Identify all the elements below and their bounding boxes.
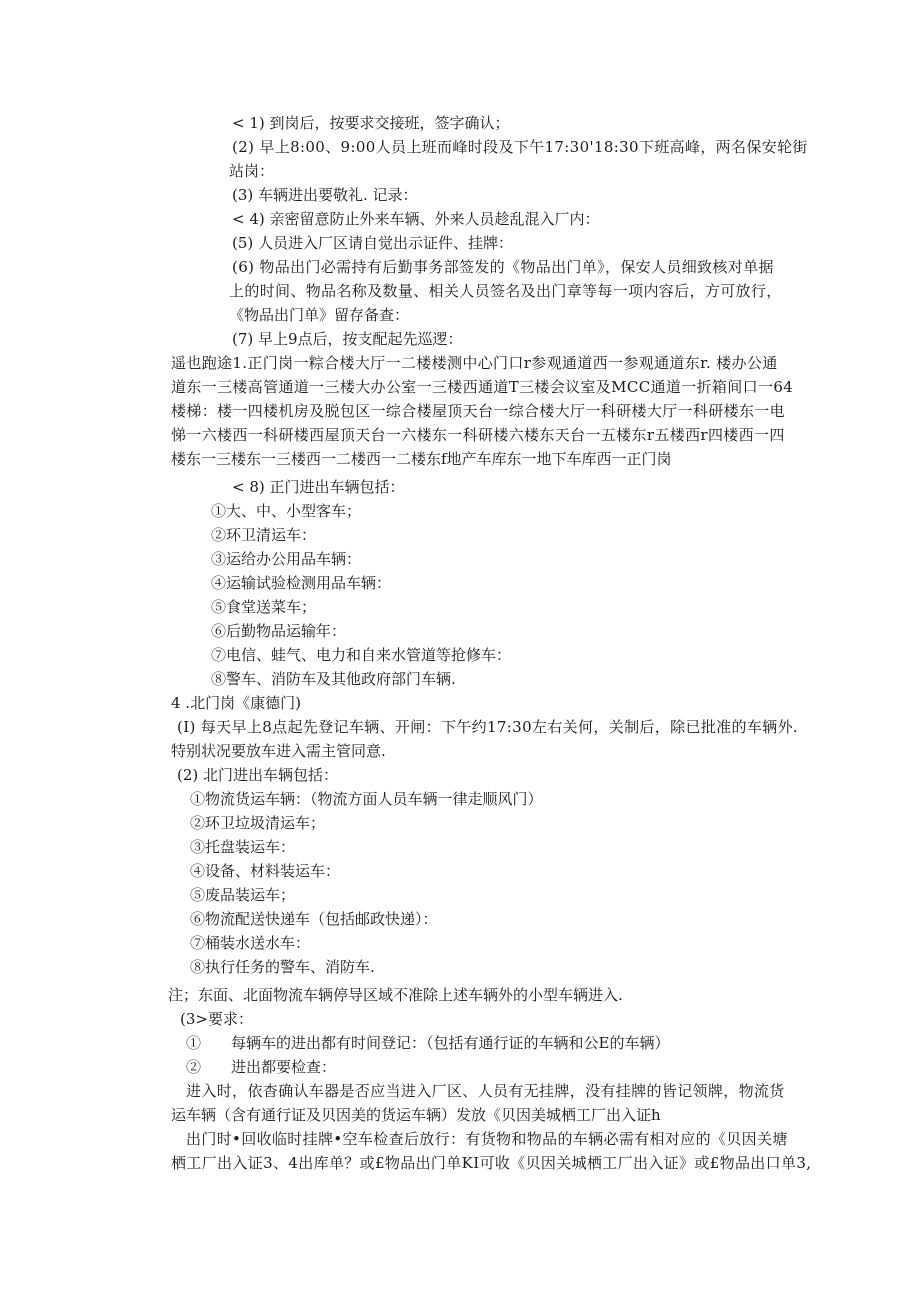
line-40: ② 进出都要检查：: [186, 1058, 337, 1076]
line-13: 楼梯：楼一四楼机房及脱包区一综合楼屋顶天台一综合楼大厅一科研楼大厅一科研楼东一电: [171, 402, 786, 420]
line-24: ⑧警车、消防车及其他政府部门车辆.: [211, 670, 456, 688]
line-18: ②环卫清运车：: [211, 526, 317, 544]
line-42: 运车辆（含有通行证及贝因美的货运车辆）发放《贝因美城栖工厂出入证h: [171, 1106, 661, 1124]
line-36: ⑧执行任务的警车、消防车.: [190, 958, 375, 976]
line-37: 注；东面、北面物流车辆停导区域不准除上述车辆外的小型车辆进入.: [168, 986, 623, 1004]
line-16: < 8) 正门进出车辆包括：: [232, 478, 405, 496]
line-19: ③运给办公用品车辆：: [211, 550, 362, 568]
line-33: ⑤废品装运车；: [190, 886, 296, 904]
line-28: (2) 北门进出车辆包括：: [177, 766, 339, 784]
line-25: 4 .北门岗《康德门): [171, 694, 301, 712]
line-31: ③托盘装运车：: [190, 838, 296, 856]
line-21: ⑤食堂送菜车；: [211, 598, 317, 616]
line-14: 悌一六楼西一科研楼西屋顶天台一六楼东一科研楼六楼东天台一五楼东r五楼西r四楼西一四: [171, 426, 785, 444]
line-20: ④运输试验检测用品车辆：: [211, 574, 392, 592]
line-11: 遥也跑途1.正门岗一粽合楼大厅一二楼楼测中心门口r参观通道西一参观通道东r. 楼办公通: [171, 354, 778, 372]
line-26: (I) 每天早上8点起先登记车辆、开闸：下午约17:30左右关何，关制后，除已批准的车辆外.: [177, 718, 799, 736]
line-1: < 1) 到岗后，按要求交接班，签字确认；: [232, 114, 510, 132]
line-17: ①大、中、小型客车；: [211, 502, 362, 520]
line-30: ②环卫垃圾清运车；: [190, 814, 326, 832]
line-39: ① 每辆车的进出都有时间登记：（包括有通行证的车辆和公E的车辆）: [186, 1034, 670, 1052]
line-32: ④设备、材料装运车：: [190, 862, 341, 880]
line-10: (7) 早上9点后，按支配起先巡逻：: [232, 330, 463, 348]
line-2: (2) 早上8:00、9:00人员上班而峰时段及下午17:30'18:30下班高峰，两名保安轮街: [232, 138, 808, 156]
line-5: < 4) 亲密留意防止外来车辆、外来人员趁乱混入厂内：: [232, 210, 600, 228]
line-6: (5) 人员进入厂区请自觉出示证件、挂牌：: [232, 234, 514, 252]
line-7: (6) 物品出门必需持有后勤事务部签发的《物品出门单》，保安人员细致核对单据: [232, 258, 774, 276]
line-22: ⑥后勤物品运输年：: [211, 622, 347, 640]
line-38: (3>要求：: [180, 1010, 253, 1028]
line-41: 进入时，依杳确认车器是否应当进入厂区、人员有无挂牌，没有挂牌的皆记领牌，物流货: [186, 1082, 785, 1100]
line-29: ①物流货运车辆：（物流方面人员车辆一律走顺风门）: [190, 790, 543, 808]
line-15: 楼东一三楼东一三楼西一二楼西一二楼东f地产车库东一地下车库西一正门岗: [171, 450, 672, 468]
line-12: 道东一三楼高管通道一三楼大办公室一三楼西通道T三楼会议室及MCC通道一折箱间口一64: [171, 378, 794, 396]
line-23: ⑦电信、蛙气、电力和自来水管道等抢修车：: [211, 646, 512, 664]
line-27: 特别状况要放车进入需主管同意.: [171, 742, 386, 760]
line-44: 栖工厂出入证3、4出库单？或£物品出门单KI可收《贝因关城栖工厂出入证》或£物品出口单3,: [171, 1154, 812, 1172]
line-43: 出门时•回收临时挂牌•空车检查后放行：有货物和物品的车辆必需有相对应的《贝因关塘: [186, 1130, 788, 1148]
line-4: (3) 车辆进出要敬礼. 记录：: [232, 186, 418, 204]
line-3: 站岗：: [229, 162, 275, 180]
line-9: 《物品出门单》留存备查：: [229, 306, 410, 324]
line-35: ⑦桶装水送水车：: [190, 934, 311, 952]
line-8: 上的时间、物品名称及数量、相关人员签名及出门章等每一项内容后，方可放行，: [229, 282, 782, 300]
line-34: ⑥物流配送快递车（包括邮政快递）：: [190, 910, 438, 928]
